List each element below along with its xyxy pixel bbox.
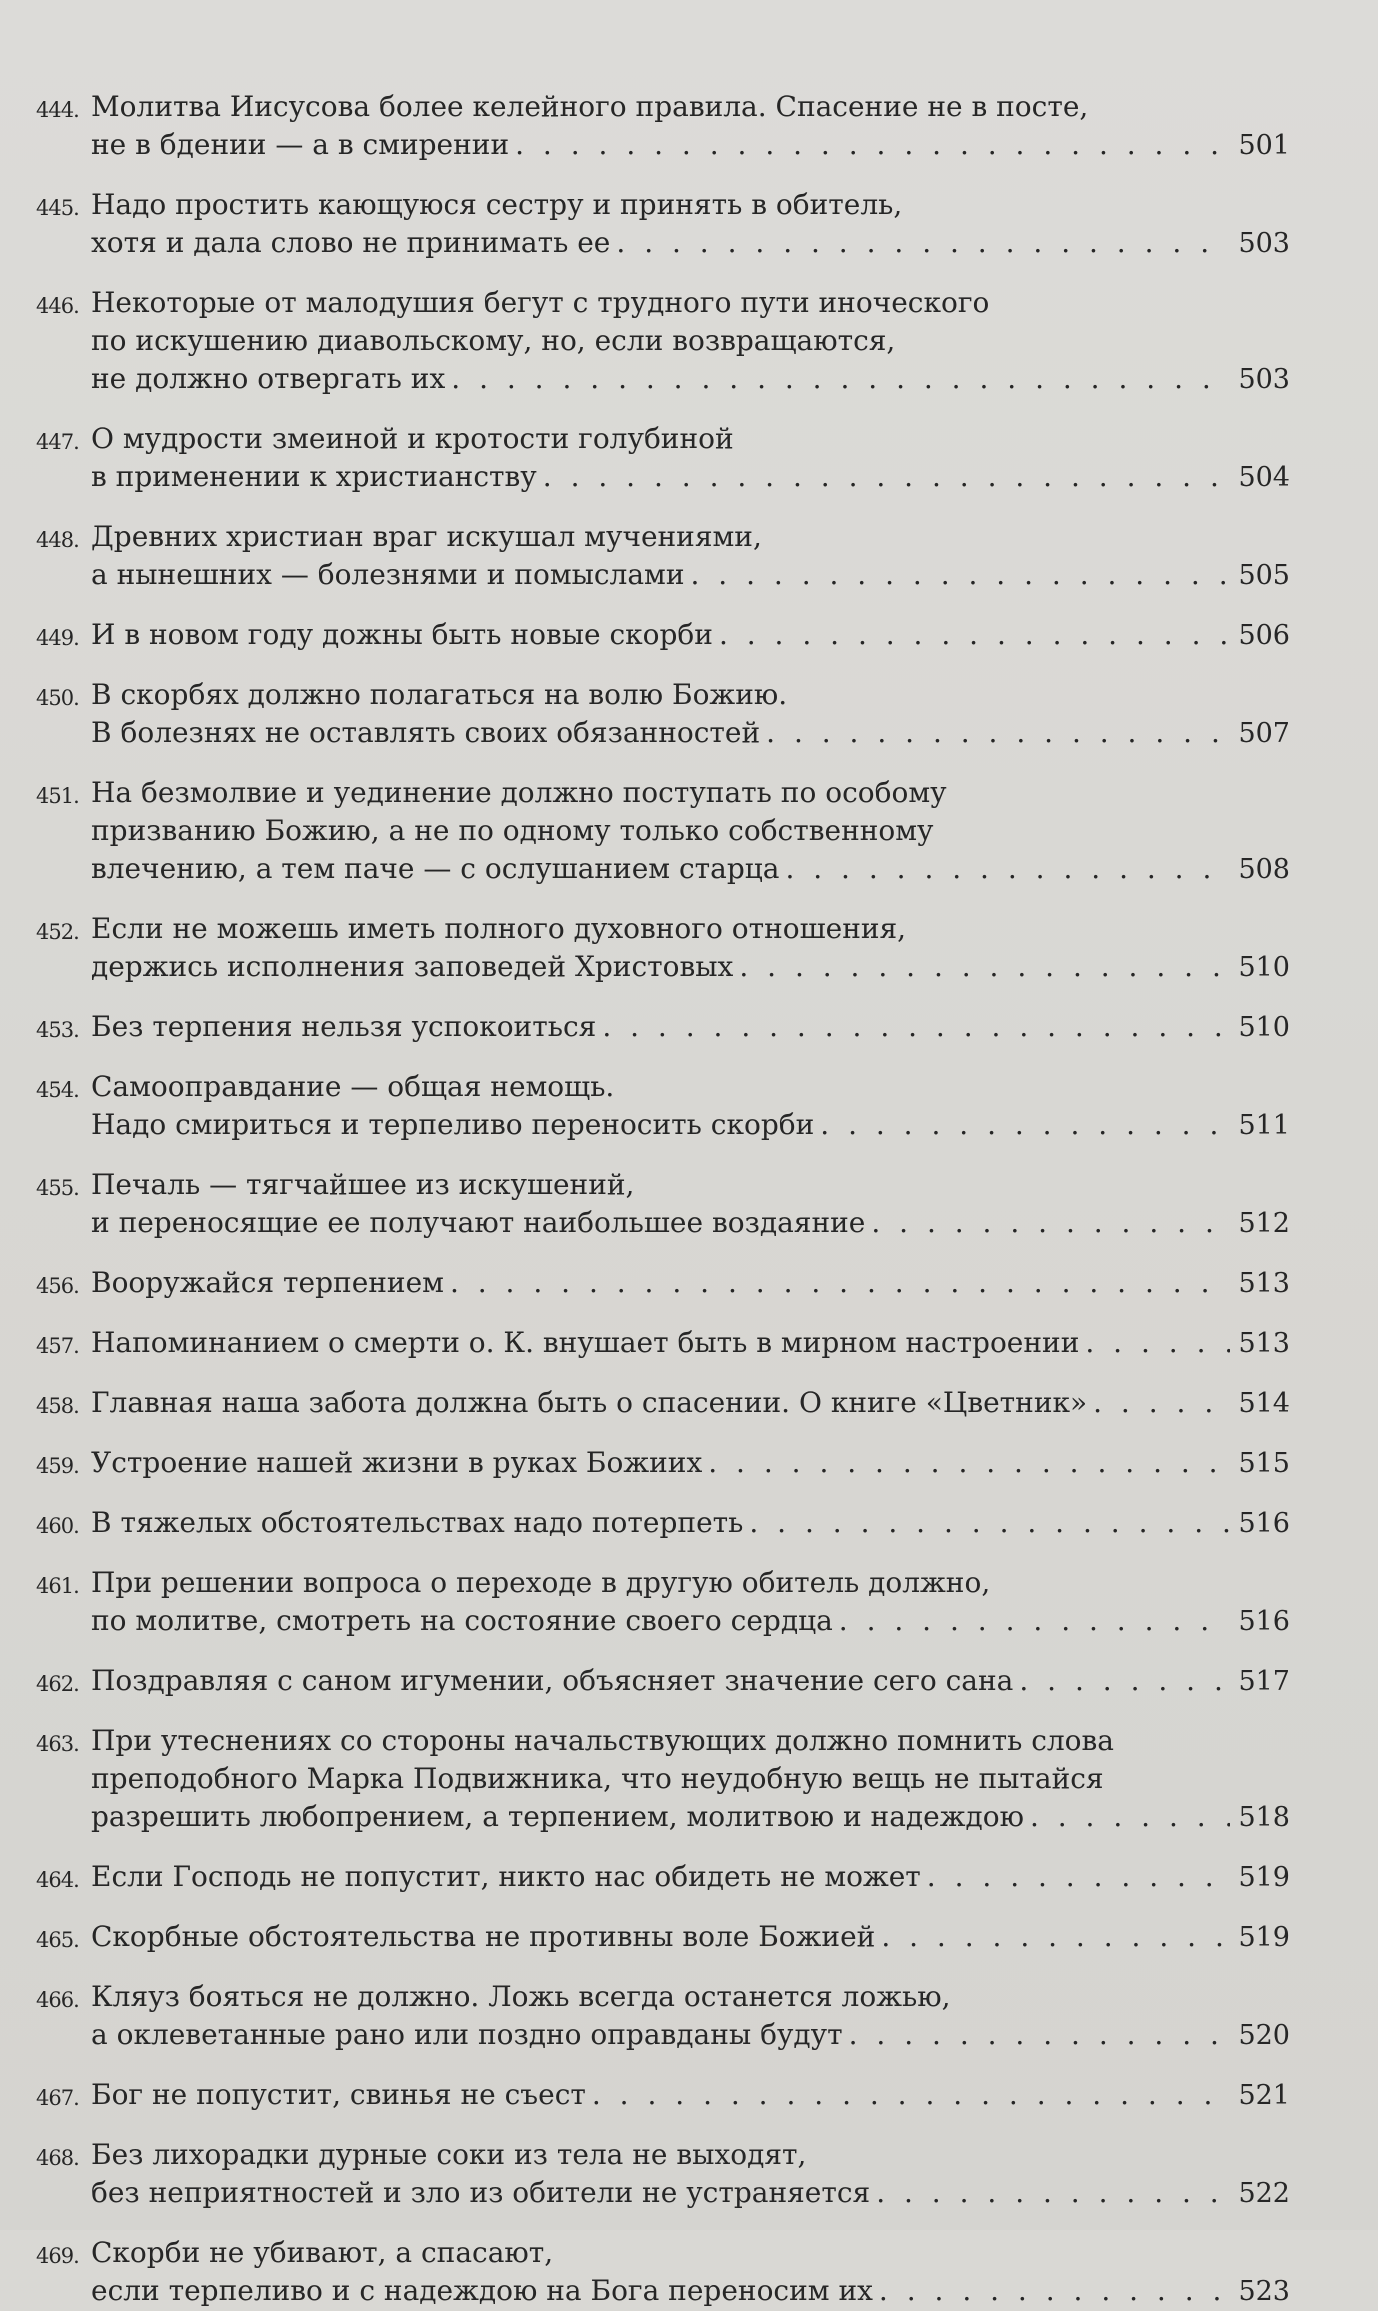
entry-last-line — [91, 458, 1290, 497]
entry-last-line — [91, 714, 1290, 753]
entry-last-line — [91, 224, 1290, 263]
dot-leader — [839, 1602, 1231, 1640]
page-number: 501 — [1238, 130, 1290, 161]
entry-title — [91, 1662, 1290, 1701]
toc-entry — [36, 676, 1290, 753]
dot-leader — [820, 1106, 1230, 1144]
entry-title-line: Древних христиан враг искушал мучениями, — [91, 520, 762, 553]
entry-last-line — [91, 948, 1290, 987]
page-number: 514 — [1238, 1388, 1290, 1419]
toc-entry — [36, 1918, 1290, 1957]
toc-entry — [36, 1978, 1290, 2055]
entry-last-line — [91, 126, 1290, 165]
page-number: 519 — [1238, 1922, 1290, 1953]
entry-last-line — [91, 1384, 1290, 1423]
entry-title-line: Бог не попустит, свинья не съест — [91, 2078, 586, 2111]
toc-entry — [36, 1722, 1290, 1837]
dot-leader — [881, 1918, 1230, 1956]
page-number: 511 — [1238, 1110, 1290, 1141]
entry-title-line: Поздравляя с саном игумении, объясняет значение сего сана — [91, 1664, 1014, 1697]
entry-number: 447. — [36, 430, 79, 454]
entry-title — [91, 1504, 1290, 1543]
entry-number: 461. — [36, 1574, 79, 1598]
entry-number: 456. — [36, 1274, 79, 1298]
entry-title — [91, 1722, 1290, 1837]
entry-title-line: призванию Божию, а не по одному только собственному — [91, 814, 934, 847]
entry-title — [91, 1444, 1290, 1483]
entry-title-line: И в новом году дожны быть новые скорби — [91, 618, 713, 651]
toc-entry — [36, 1068, 1290, 1145]
entry-title — [91, 2136, 1290, 2213]
entry-last-line — [91, 1204, 1290, 1243]
entry-last-line — [91, 2076, 1290, 2115]
toc-entry — [36, 186, 1290, 263]
entry-last-line — [91, 1106, 1290, 1145]
dot-leader — [602, 1008, 1230, 1046]
entry-title — [91, 1564, 1290, 1641]
toc-entry — [36, 774, 1290, 889]
page-number: 519 — [1238, 1862, 1290, 1893]
toc-entry — [36, 2136, 1290, 2213]
page-number: 512 — [1238, 1208, 1290, 1239]
entry-last-line — [91, 1798, 1290, 1837]
dot-leader — [785, 850, 1230, 888]
dot-leader — [616, 224, 1230, 262]
entry-number: 444. — [36, 98, 79, 122]
entry-last-line — [91, 616, 1290, 655]
dot-leader — [739, 948, 1230, 986]
entry-number: 464. — [36, 1868, 79, 1892]
entry-title — [91, 774, 1290, 889]
entry-title-line: На безмолвие и уединение должно поступать по особому — [91, 776, 947, 809]
toc-entry — [36, 1662, 1290, 1701]
entry-number: 460. — [36, 1514, 79, 1538]
page-number: 522 — [1238, 2178, 1290, 2209]
entry-title-line: разрешить любопрением, а терпением, молитвою и надеждою — [91, 1800, 1024, 1833]
entry-title-line: по молитве, смотреть на состояние своего сердца — [91, 1604, 833, 1637]
entry-title-line: Скорбные обстоятельства не противны воле Божией — [91, 1920, 876, 1953]
entry-title-line: О мудрости змеиной и кротости голубиной — [91, 422, 734, 455]
page-number: 516 — [1238, 1508, 1290, 1539]
entry-title — [91, 1978, 1290, 2055]
entry-title-line: Без лихорадки дурные соки из тела не выходят, — [91, 2138, 807, 2171]
entry-title-line: Печаль — тягчайшее из искушений, — [91, 1168, 635, 1201]
entry-number: 451. — [36, 784, 79, 808]
entry-title-line: и переносящие ее получают наибольшее воздаяние — [91, 1206, 866, 1239]
entry-number: 448. — [36, 528, 79, 552]
entry-title-line: При решении вопроса о переходе в другую обитель должно, — [91, 1566, 991, 1599]
toc-entry — [36, 518, 1290, 595]
toc-entry — [36, 1564, 1290, 1641]
entry-title-line: Устроение нашей жизни в руках Божиих — [91, 1446, 703, 1479]
entry-title-line: Главная наша забота должна быть о спасении. О книге «Цветник» — [91, 1386, 1088, 1419]
toc-entry — [36, 1008, 1290, 1047]
toc-entry — [36, 284, 1290, 399]
dot-leader — [543, 458, 1231, 496]
entry-number: 459. — [36, 1454, 79, 1478]
entry-title-line: Некоторые от малодушия бегут с трудного пути иноческого — [91, 286, 990, 319]
dot-leader — [876, 2174, 1230, 2212]
page-number: 510 — [1238, 952, 1290, 983]
toc-entry — [36, 88, 1290, 165]
page-number: 503 — [1238, 228, 1290, 259]
entry-number: 452. — [36, 920, 79, 944]
entry-title-line: Скорби не убивают, а спасают, — [91, 2236, 554, 2269]
entry-number: 445. — [36, 196, 79, 220]
entry-last-line — [91, 1324, 1290, 1363]
entry-title — [91, 616, 1290, 655]
entry-last-line — [91, 360, 1290, 399]
entry-last-line — [91, 2174, 1290, 2213]
entry-title — [91, 1166, 1290, 1243]
toc-entry — [36, 1858, 1290, 1897]
toc-entry — [36, 2076, 1290, 2115]
toc-entry — [36, 2234, 1290, 2311]
entry-title — [91, 1324, 1290, 1363]
entry-title-line: не в бдении — а в смирении — [91, 128, 510, 161]
dot-leader — [690, 556, 1230, 594]
toc-entry — [36, 1264, 1290, 1303]
dot-leader — [1019, 1662, 1230, 1700]
toc-entry — [36, 420, 1290, 497]
page-number: 506 — [1238, 620, 1290, 651]
dot-leader — [515, 126, 1230, 164]
page-number: 513 — [1238, 1328, 1290, 1359]
entry-title — [91, 186, 1290, 263]
entry-title — [91, 518, 1290, 595]
page-number: 503 — [1238, 364, 1290, 395]
dot-leader — [1030, 1798, 1231, 1836]
page-number: 507 — [1238, 718, 1290, 749]
toc-entry — [36, 1384, 1290, 1423]
page-number: 515 — [1238, 1448, 1290, 1479]
entry-title-line: не должно отвергать их — [91, 362, 446, 395]
dot-leader — [871, 1204, 1230, 1242]
entry-title-line: а оклеветанные рано или поздно оправданы будут — [91, 2018, 843, 2051]
entry-title — [91, 2076, 1290, 2115]
entry-number: 454. — [36, 1078, 79, 1102]
dot-leader — [450, 1264, 1231, 1302]
page-number: 505 — [1238, 560, 1290, 591]
dot-leader — [1085, 1324, 1230, 1362]
entry-title-line: В болезнях не оставлять своих обязанностей — [91, 716, 761, 749]
entry-number: 466. — [36, 1988, 79, 2012]
entry-title-line: держись исполнения заповедей Христовых — [91, 950, 734, 983]
toc-entry — [36, 1504, 1290, 1543]
entry-title-line: хотя и дала слово не принимать ее — [91, 226, 611, 259]
entry-number: 455. — [36, 1176, 79, 1200]
entry-number: 458. — [36, 1394, 79, 1418]
entry-title — [91, 420, 1290, 497]
entry-last-line — [91, 1662, 1290, 1701]
dot-leader — [1093, 1384, 1230, 1422]
toc-entry — [36, 1166, 1290, 1243]
entry-number: 457. — [36, 1334, 79, 1358]
dot-leader — [451, 360, 1230, 398]
entry-title-line: Молитва Иисусова более келейного правила. Спасение не в посте, — [91, 90, 1089, 123]
entry-number: 463. — [36, 1732, 79, 1756]
entry-title-line: в применении к христианству — [91, 460, 537, 493]
entry-title-line: если терпеливо и с надеждою на Бога переносим их — [91, 2274, 873, 2307]
entry-title-line: а нынешних — болезнями и помыслами — [91, 558, 685, 591]
page-number: 523 — [1238, 2276, 1290, 2307]
entry-number: 449. — [36, 626, 79, 650]
toc-entry — [36, 1324, 1290, 1363]
entry-last-line — [91, 1504, 1290, 1543]
entry-title — [91, 1008, 1290, 1047]
entry-title-line: без неприятностей и зло из обители не устраняется — [91, 2176, 871, 2209]
dot-leader — [879, 2272, 1231, 2310]
dot-leader — [719, 616, 1231, 654]
entry-number: 467. — [36, 2086, 79, 2110]
entry-title-line: Надо смириться и терпеливо переносить скорби — [91, 1108, 815, 1141]
page-number: 521 — [1238, 2080, 1290, 2111]
dot-leader — [766, 714, 1230, 752]
toc-entry — [36, 616, 1290, 655]
entry-title — [91, 1918, 1290, 1957]
entry-number: 453. — [36, 1018, 79, 1042]
entry-number: 465. — [36, 1928, 79, 1952]
entry-last-line — [91, 1264, 1290, 1303]
dot-leader — [849, 2016, 1231, 2054]
entry-title-line: влечению, а тем паче — с ослушанием старца — [91, 852, 780, 885]
entry-title-line: Если Господь не попустит, никто нас обидеть не может — [91, 1860, 921, 1893]
entry-title-line: Вооружайся терпением — [91, 1266, 444, 1299]
page-number: 513 — [1238, 1268, 1290, 1299]
entry-title-line: Самооправдание — общая немощь. — [91, 1070, 615, 1103]
entry-title-line: Без терпения нельзя успокоиться — [91, 1010, 597, 1043]
entry-title-line: по искушению диавольскому, но, если возвращаются, — [91, 324, 896, 357]
entry-last-line — [91, 1602, 1290, 1641]
entry-title-line: преподобного Марка Подвижника, что неудобную вещь не пытайся — [91, 1762, 1104, 1795]
entry-title — [91, 1068, 1290, 1145]
entry-title-line: Напоминанием о смерти о. К. внушает быть в мирном настроении — [91, 1326, 1080, 1359]
entry-title — [91, 88, 1290, 165]
page-number: 518 — [1238, 1802, 1290, 1833]
page-number: 517 — [1238, 1666, 1290, 1697]
entry-last-line — [91, 2272, 1290, 2311]
toc-entry — [36, 1444, 1290, 1483]
page-number: 510 — [1238, 1012, 1290, 1043]
entry-title — [91, 1858, 1290, 1897]
entry-number: 462. — [36, 1672, 79, 1696]
entry-title — [91, 284, 1290, 399]
toc-entry — [36, 910, 1290, 987]
entry-last-line — [91, 1444, 1290, 1483]
entry-title — [91, 676, 1290, 753]
dot-leader — [592, 2076, 1231, 2114]
entry-last-line — [91, 2016, 1290, 2055]
entry-title — [91, 1264, 1290, 1303]
dot-leader — [927, 1858, 1231, 1896]
entry-number: 446. — [36, 294, 79, 318]
page-number: 520 — [1238, 2020, 1290, 2051]
entry-title-line: При утеснениях со стороны начальствующих должно помнить слова — [91, 1724, 1114, 1757]
entry-title-line: В скорбях должно полагаться на волю Божию. — [91, 678, 788, 711]
entry-last-line — [91, 1918, 1290, 1957]
entry-last-line — [91, 556, 1290, 595]
entry-number: 469. — [36, 2244, 79, 2268]
dot-leader — [749, 1504, 1230, 1542]
entry-number: 450. — [36, 686, 79, 710]
entry-last-line — [91, 1008, 1290, 1047]
entry-title — [91, 1384, 1290, 1423]
entry-last-line — [91, 1858, 1290, 1897]
entry-title — [91, 2234, 1290, 2311]
entry-title-line: Кляуз бояться не должно. Ложь всегда останется ложью, — [91, 1980, 951, 2013]
entry-title — [91, 910, 1290, 987]
entry-last-line — [91, 850, 1290, 889]
entry-title-line: Если не можешь иметь полного духовного отношения, — [91, 912, 907, 945]
page-number: 504 — [1238, 462, 1290, 493]
entry-number: 468. — [36, 2146, 79, 2170]
entry-title-line: Надо простить кающуюся сестру и принять в обитель, — [91, 188, 903, 221]
page-number: 516 — [1238, 1606, 1290, 1637]
table-of-contents — [36, 88, 1290, 2311]
dot-leader — [708, 1444, 1230, 1482]
entry-title-line: В тяжелых обстоятельствах надо потерпеть — [91, 1506, 744, 1539]
page-number: 508 — [1238, 854, 1290, 885]
